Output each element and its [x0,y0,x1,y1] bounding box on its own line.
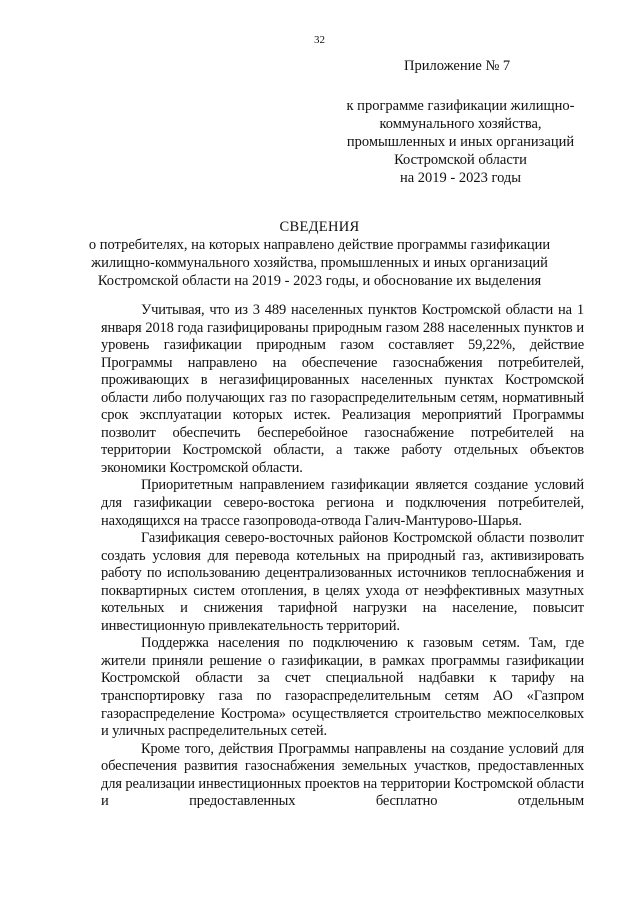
heading-line: Костромской области на 2019 - 2023 годы, и обоснование их выделения [97,273,542,289]
annex-subtitle [318,97,603,187]
annex-line: промышленных и иных организаций [346,134,575,150]
annex-title: Приложение № 7 [404,58,511,74]
paragraph: Приоритетным направлением газификации является создание условий для газификации северо-востока региона и подключения потребителей, находящихся на трассе газопровода-отвода Галич-Мантурово-Шарья. [101,477,584,529]
paragraph: Поддержка населения по подключению к газовым сетям. Там, где жители приняли решение о газификации, в рамках программы газификации Костромской области за счет специальной надбавки к тарифу на транспортировку газа по газораспределительным сетям АО «Газпром газораспределение Кострома» осуществляется строительство межпоселковых и уличных распределительных сетей. [101,635,584,740]
paragraph: Кроме того, действия Программы направлены на создание условий для обеспечения развития газоснабжения земельных участков, предоставленных для реализации инвестиционных проектов на территории Костромской области и предоставленных бесплатно отдельным [101,740,584,810]
paragraph: Газификация северо-восточных районов Костромской области позволит создать условия для перевода котельных на природный газ, активизировать работу по использованию децентрализованных источников теплоснабжения и поквартирных систем отопления, в целях ухода от неэффективных мазутных котельных и снижения тарифной нагрузки на население, повысит инвестиционную привлекательность территорий. [101,530,584,634]
document-heading [0,218,639,290]
page-number: 32 [314,34,325,46]
annex-line: к программе газификации жилищно- [346,98,575,114]
heading-title: СВЕДЕНИЯ [279,219,360,235]
heading-line: о потребителях, на которых направлено действие программы газификации [88,237,551,253]
document-body [101,302,584,811]
paragraph: Учитывая, что из 3 489 населенных пунктов Костромской области на 1 января 2018 года газифицированы природным газом 288 населенных пунктов и уровень газификации природным газом составляет 59,22%, действие Программы направлено на обеспечение газоснабжения потребителей, проживающих в негазифицированных населенных пунктах Костромской области либо получающих газ по газораспределительным сетям, нормативный срок эксплуатации которых истек. Реализация мероприятий Программы позволит обеспечить бесперебойное газоснабжение потребителей на территории Костромской области, а также работу отдельных объектов экономики Костромской области. [101,302,584,476]
annex-line: коммунального хозяйства, [379,116,542,132]
heading-line: жилищно-коммунального хозяйства, промышленных и иных организаций [91,255,548,271]
annex-line: Костромской области [394,152,527,168]
annex-line: на 2019 - 2023 годы [399,170,522,186]
